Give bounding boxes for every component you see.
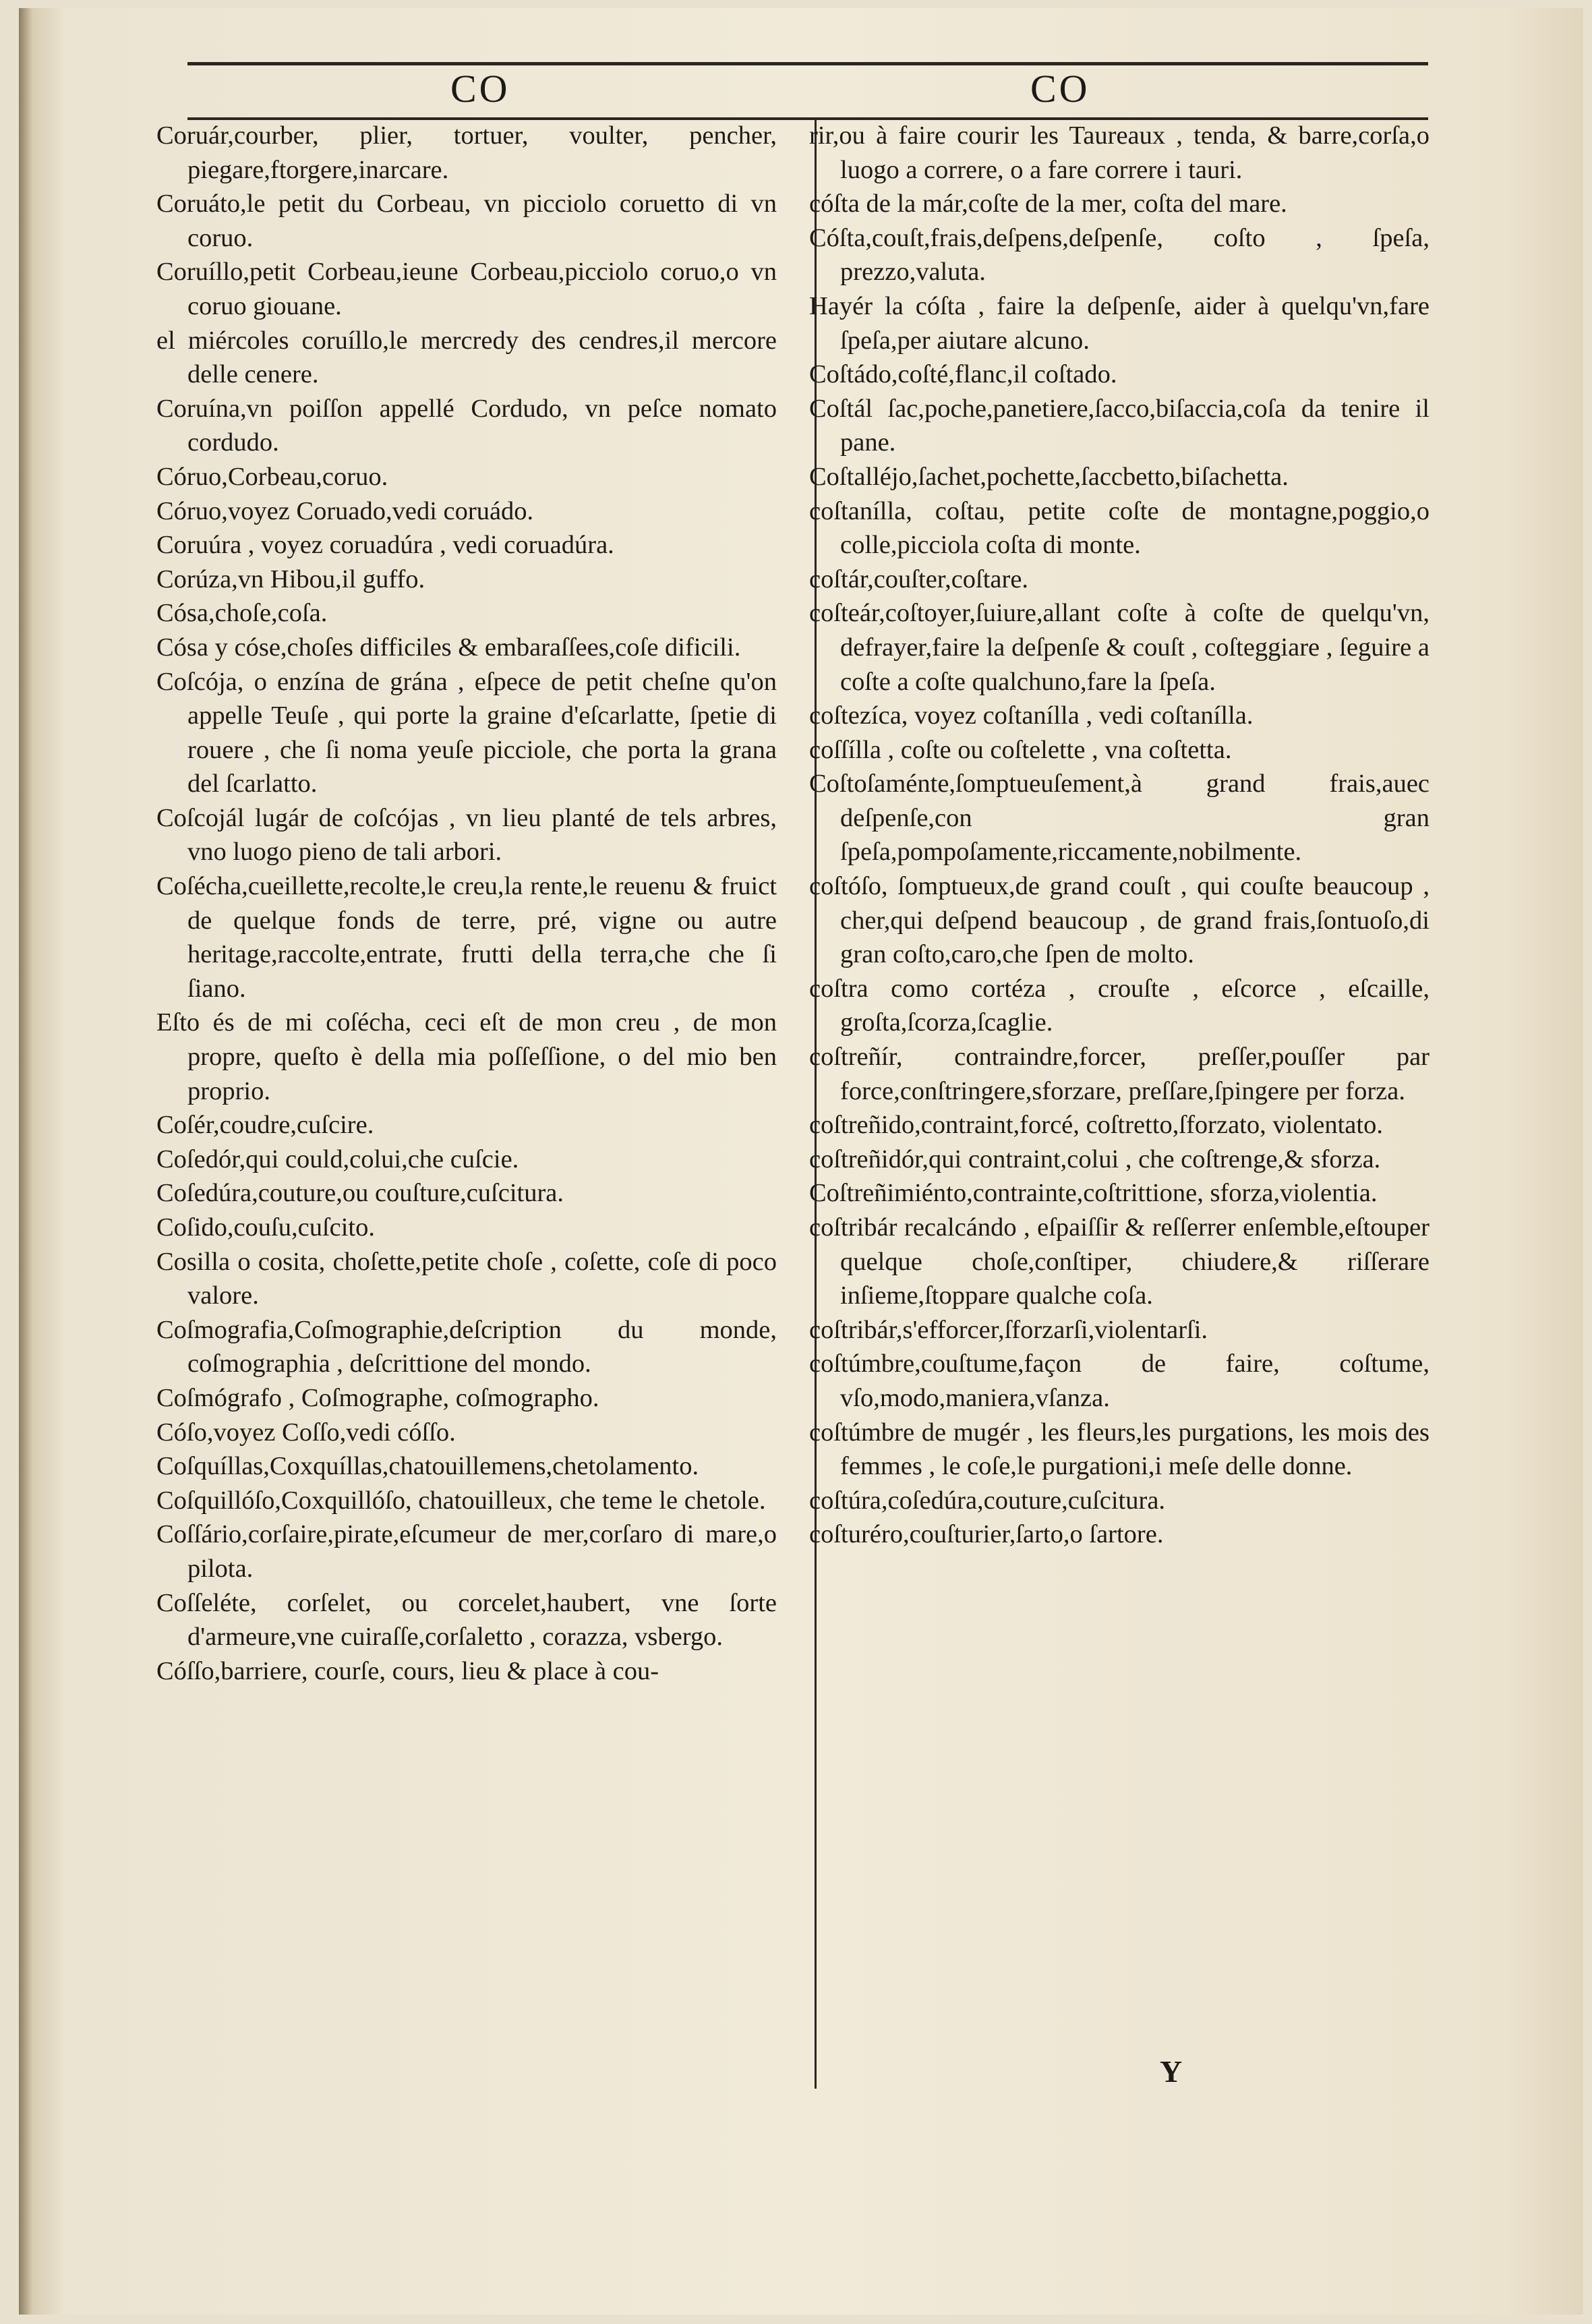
dictionary-entry: Coruúra , voyez coruadúra , vedi coruadúra. [156,531,614,560]
top-rule [187,62,1428,65]
dictionary-entry: Coſtádo,coſté,flanc,il coſtado. [809,360,1117,389]
dictionary-entry: coſtóſo, ſomptueux,de grand couſt , qui couſte beaucoup , cher,qui deſpend beaucoup , de grand frais,ſontuoſo,di gran coſto,caro,che ſpen de molto. [809,872,1429,969]
dictionary-entry: Hayér la cóſta , faire la deſpenſe, aider à quelqu'vn,fare ſpeſa,per aiutare alcuno. [809,291,1429,355]
dictionary-entry: Coſtál ſac,poche,panetiere,ſacco,biſaccia,coſa da tenire il pane. [809,394,1429,457]
dictionary-entry: cóſta de la már,coſte de la mer, coſta del mare. [809,190,1287,219]
dictionary-entry: coſtra como cortéza , crouſte , eſcorce , eſcaille, groſta,ſcorza,ſcaglie. [809,974,1429,1037]
dictionary-entry: Eſto és de mi coſécha, ceci eſt de mon creu , de mon propre, queſto è della mia poſſeſſione, o del mio ben proprio. [156,1008,777,1105]
dictionary-entry: Coſtoſaménte,ſomptueuſement,à grand frais,auec deſpenſe,con gran ſpeſa,pompoſamente,riccamente,nobilmente. [809,769,1429,867]
dictionary-entry: Cóſo,voyez Coſſo,vedi cóſſo. [156,1418,456,1447]
dictionary-entry: Coſtalléjo,ſachet,pochette,ſaccbetto,biſachetta. [809,462,1289,491]
dictionary-entry: coſtúmbre de mugér , les fleurs,les purgations, les mois des femmes , le coſe,le purgationi,i meſe delle donne. [809,1418,1429,1481]
dictionary-entry: Coruár,courber, plier, tortuer, voulter, pencher, piegare,ftorgere,inarcare. [156,121,777,184]
dictionary-entry: rir,ou à faire courir les Taureaux , tenda, & barre,corſa,o luogo a correre, o a fare correre i tauri. [809,121,1429,184]
dictionary-entry: coſtreñido,contraint,forcé, coſtretto,ſforzato, violentato. [809,1111,1383,1140]
dictionary-entry: Coſſário,corſaire,pirate,eſcumeur de mer,corſaro di mare,o pilota. [156,1520,777,1583]
dictionary-entry: Cóſſo,barriere, courſe, cours, lieu & place à cou- [156,1656,659,1685]
dictionary-entry: Coſedúra,couture,ou couſture,cuſcitura. [156,1179,564,1208]
dictionary-entry: Coſquillóſo,Coxquillóſo, chatouilleux, che teme le chetole. [156,1486,766,1515]
dictionary-entry: Corúza,vn Hibou,il guffo. [156,564,425,593]
dictionary-entry: Coruíllo,petit Corbeau,ieune Corbeau,picciolo coruo,o vn coruo giouane. [156,258,777,320]
dictionary-entry: Coſido,couſu,cuſcito. [156,1213,375,1242]
dictionary-entry: coſtreñír, contraindre,forcer, preſſer,pouſſer par force,conſtringere,sforzare, preſſare,ſpingere per forza. [809,1043,1429,1105]
running-head-left: CO [450,67,510,111]
dictionary-entry: Coſécha,cueillette,recolte,le creu,la rente,le reuenu & fruict de quelque fonds de terre, pré, vigne ou autre heritage,raccolte,entrate, frutti della terra,che che ſi ſiano. [156,872,777,1003]
dictionary-entry: Córuo,Corbeau,coruo. [156,462,388,491]
dictionary-entry: Córuo,voyez Coruado,vedi coruádo. [156,496,534,525]
dictionary-entry: coſtribár,s'efforcer,ſforzarſi,violentarſi. [809,1315,1208,1344]
dictionary-entry: coſtúmbre,couſtume,façon de faire, coſtume, vſo,modo,maniera,vſanza. [809,1349,1429,1412]
dictionary-entry: Coſér,coudre,cuſcire. [156,1111,374,1140]
dictionary-entry: coſturéro,couſturier,ſarto,o ſartore. [809,1520,1164,1549]
dictionary-entry: el miércoles coruíllo,le mercredy des cendres,il mercore delle cenere. [156,326,777,389]
dictionary-entry: Coſcója, o enzína de grána , eſpece de petit cheſne qu'on appelle Teuſe , qui porte la graine d'eſcarlatte, ſpetie di rouere , che ſi noma yeuſe picciole, che porta la grana del ſcarlatto. [156,667,777,798]
left-column [156,119,777,1688]
dictionary-entry: Coſcojál lugár de coſcójas , vn lieu planté de tels arbres, vno luogo pieno de tali arbori. [156,803,777,867]
dictionary-entry: Cóſta,couſt,frais,deſpens,deſpenſe, coſto , ſpeſa, prezzo,valuta. [809,223,1429,287]
dictionary-entry: coſtribár recalcándo , eſpaiſſir & reſſerrer enſemble,eſtouper quelque choſe,conſtiper, chiudere,& riſſerare inſieme,ſtoppare qualche coſa. [809,1213,1429,1310]
dictionary-entry: Coſtreñimiénto,contrainte,coſtrittione, sforza,violentia. [809,1179,1378,1208]
dictionary-entry: Coſquíllas,Coxquíllas,chatouillemens,chetolamento. [156,1452,699,1481]
dictionary-entry: coſtár,couſter,coſtare. [809,564,1029,593]
dictionary-entry: Coruáto,le petit du Corbeau, vn picciolo coruetto di vn coruo. [156,190,777,252]
dictionary-entry: Coſedór,qui could,colui,che cuſcie. [156,1144,519,1173]
signature-mark: Y [1160,2054,1183,2089]
running-head-right: CO [1030,67,1090,111]
dictionary-entry: Cósa y cóse,choſes difficiles & embaraſſees,coſe dificili. [156,633,741,662]
dictionary-entry: Coſſeléte, corſelet, ou corcelet,haubert, vne ſorte d'armeure,vne cuiraſſe,corſaletto , corazza, vsbergo. [156,1588,777,1652]
dictionary-entry: Cósa,choſe,coſa. [156,599,328,628]
dictionary-entry: Coruína,vn poiſſon appellé Cordudo, vn peſce nomato cordudo. [156,394,777,457]
dictionary-entry: coſtanílla, coſtau, petite coſte de montagne,poggio,o colle,picciola coſta di monte. [809,496,1429,560]
dictionary-entry: coſteár,coſtoyer,ſuiure,allant coſte à coſte de quelqu'vn, defrayer,faire la deſpenſe & couſt , coſteggiare , ſeguire a coſte a coſte qualchuno,fare la ſpeſa. [809,599,1429,696]
book-spine-shadow [19,8,32,2315]
dictionary-entry: coſtreñidór,qui contraint,colui , che coſtrenge,& sforza. [809,1144,1381,1173]
dictionary-entry: Cosilla o cosita, choſette,petite choſe , coſette, coſe di poco valore. [156,1247,777,1310]
dictionary-entry: Coſmografia,Coſmographie,deſcription du monde, coſmographia , deſcrittione del mondo. [156,1315,777,1378]
dictionary-entry: Coſmógrafo , Coſmographe, coſmographo. [156,1383,599,1412]
right-column [809,119,1429,1552]
dictionary-entry: coſſílla , coſte ou coſtelette , vna coſtetta. [809,735,1232,764]
dictionary-entry: coſtezíca, voyez coſtanílla , vedi coſtanílla. [809,701,1254,730]
dictionary-entry: coſtúra,coſedúra,couture,cuſcitura. [809,1486,1166,1515]
